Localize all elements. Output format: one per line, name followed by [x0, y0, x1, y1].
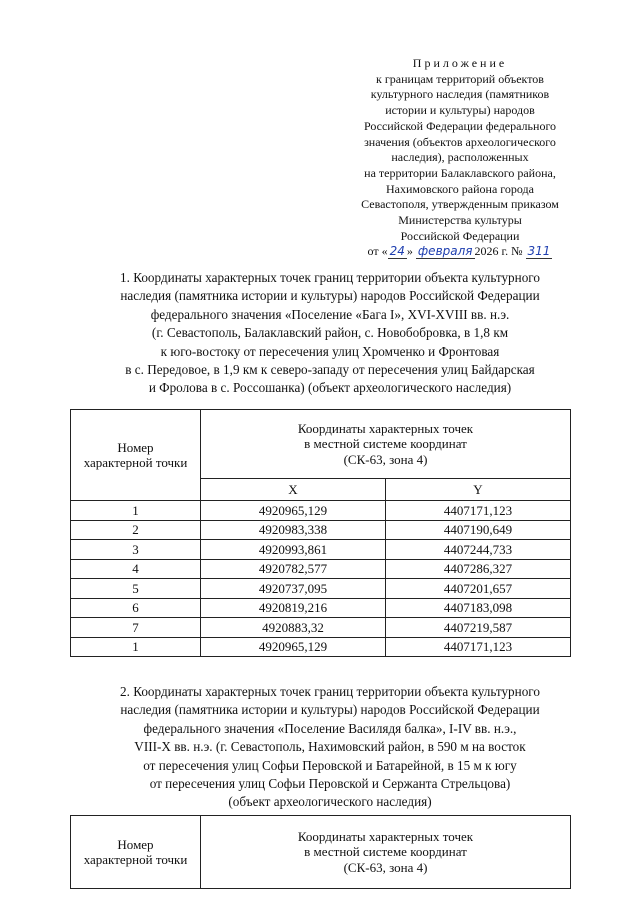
section-1-heading: [60, 269, 600, 398]
header-point-number: Номер характерной точки: [71, 816, 201, 889]
heading-line: наследия (памятника истории и культуры) народов Российской Федерации: [120, 288, 540, 304]
heading-line: 2. Координаты характерных точек границ территории объекта культурного: [120, 684, 540, 699]
heading-line: в с. Передовое, в 1,9 км к северо-западу от пересечения улиц Байдарская: [125, 362, 535, 378]
appendix-line: на территории Балаклавского района,: [364, 165, 556, 180]
table-row: 1 4920965,129 4407171,123: [71, 637, 571, 657]
order-number: 311: [527, 244, 551, 259]
heading-line: (объект археологического наследия): [228, 794, 432, 810]
table-row: 7 4920883,32 4407219,587: [71, 618, 571, 638]
order-day: 24: [389, 244, 405, 259]
table-row: 1 4920965,129 4407171,123: [71, 501, 571, 521]
heading-line: VIII-X вв. н.э. (г. Севастополь, Нахимовский район, в 590 м на восток: [134, 739, 526, 755]
header-coordinates: Координаты характерных точек в местной системе координат (СК-63, зона 4): [201, 816, 571, 889]
heading-line: к юго-востоку от пересечения улиц Хромченко и Фронтовая: [160, 343, 500, 359]
table-row: 5 4920737,095 4407201,657: [71, 579, 571, 599]
date-prefix: от «: [367, 244, 388, 259]
heading-line: и Фролова в с. Россошанка) (объект археологического наследия): [148, 380, 512, 396]
heading-line: от пересечения улиц Софьи Перовской и Батарейной, в 15 м к югу: [143, 757, 517, 773]
appendix-line: Министерства культуры: [398, 213, 522, 228]
appendix-line: Российской Федерации федерального: [363, 118, 557, 133]
appendix-title: Приложение: [412, 56, 508, 70]
heading-line: (г. Севастополь, Балаклавский район, с. Новобобровка, в 1,8 км: [151, 325, 509, 341]
header-x: X: [201, 479, 386, 501]
appendix-line: значения (объектов археологического: [364, 134, 556, 149]
coordinates-table-2: [70, 815, 571, 889]
appendix-line: наследия), расположенных: [391, 150, 529, 165]
appendix-line: к границам территорий объектов: [376, 71, 544, 86]
heading-line: от пересечения улиц Софьи Перовской и Сержанта Стрельцова): [149, 776, 511, 792]
order-year: 2026 г. №: [474, 244, 523, 259]
appendix-line: культурного наследия (памятников: [370, 87, 550, 102]
heading-line: 1. Координаты характерных точек границ территории объекта культурного: [120, 270, 540, 285]
coordinates-table-1: [70, 409, 571, 657]
date-mid: »: [406, 244, 416, 259]
table-row: 4 4920782,577 4407286,327: [71, 559, 571, 579]
header-y: Y: [386, 479, 571, 501]
appendix-line: истории и культуры) народов: [385, 103, 535, 118]
order-date-line: [340, 244, 580, 260]
table-row: 3 4920993,861 4407244,733: [71, 540, 571, 560]
table-row: 6 4920819,216 4407183,098: [71, 598, 571, 618]
order-month: февраля: [417, 244, 473, 259]
table-row: 2 4920983,338 4407190,649: [71, 520, 571, 540]
heading-line: федерального значения «Поселение Василядя балка», I-IV вв. н.э.,: [143, 720, 517, 736]
heading-line: федерального значения «Поселение «Бага I», XVI-XVIII вв. н.э.: [150, 306, 510, 322]
appendix-line: Российской Федерации: [400, 228, 520, 243]
header-point-number: Номер характерной точки: [71, 410, 201, 501]
section-2-heading: [60, 683, 600, 812]
appendix-line: Севастополя, утвержденным приказом: [361, 197, 559, 212]
appendix-line: Нахимовского района города: [386, 181, 534, 196]
appendix-header: [340, 56, 580, 260]
header-coordinates: Координаты характерных точек в местной системе координат (СК-63, зона 4): [201, 410, 571, 479]
heading-line: наследия (памятника истории и культуры) народов Российской Федерации: [120, 702, 540, 718]
